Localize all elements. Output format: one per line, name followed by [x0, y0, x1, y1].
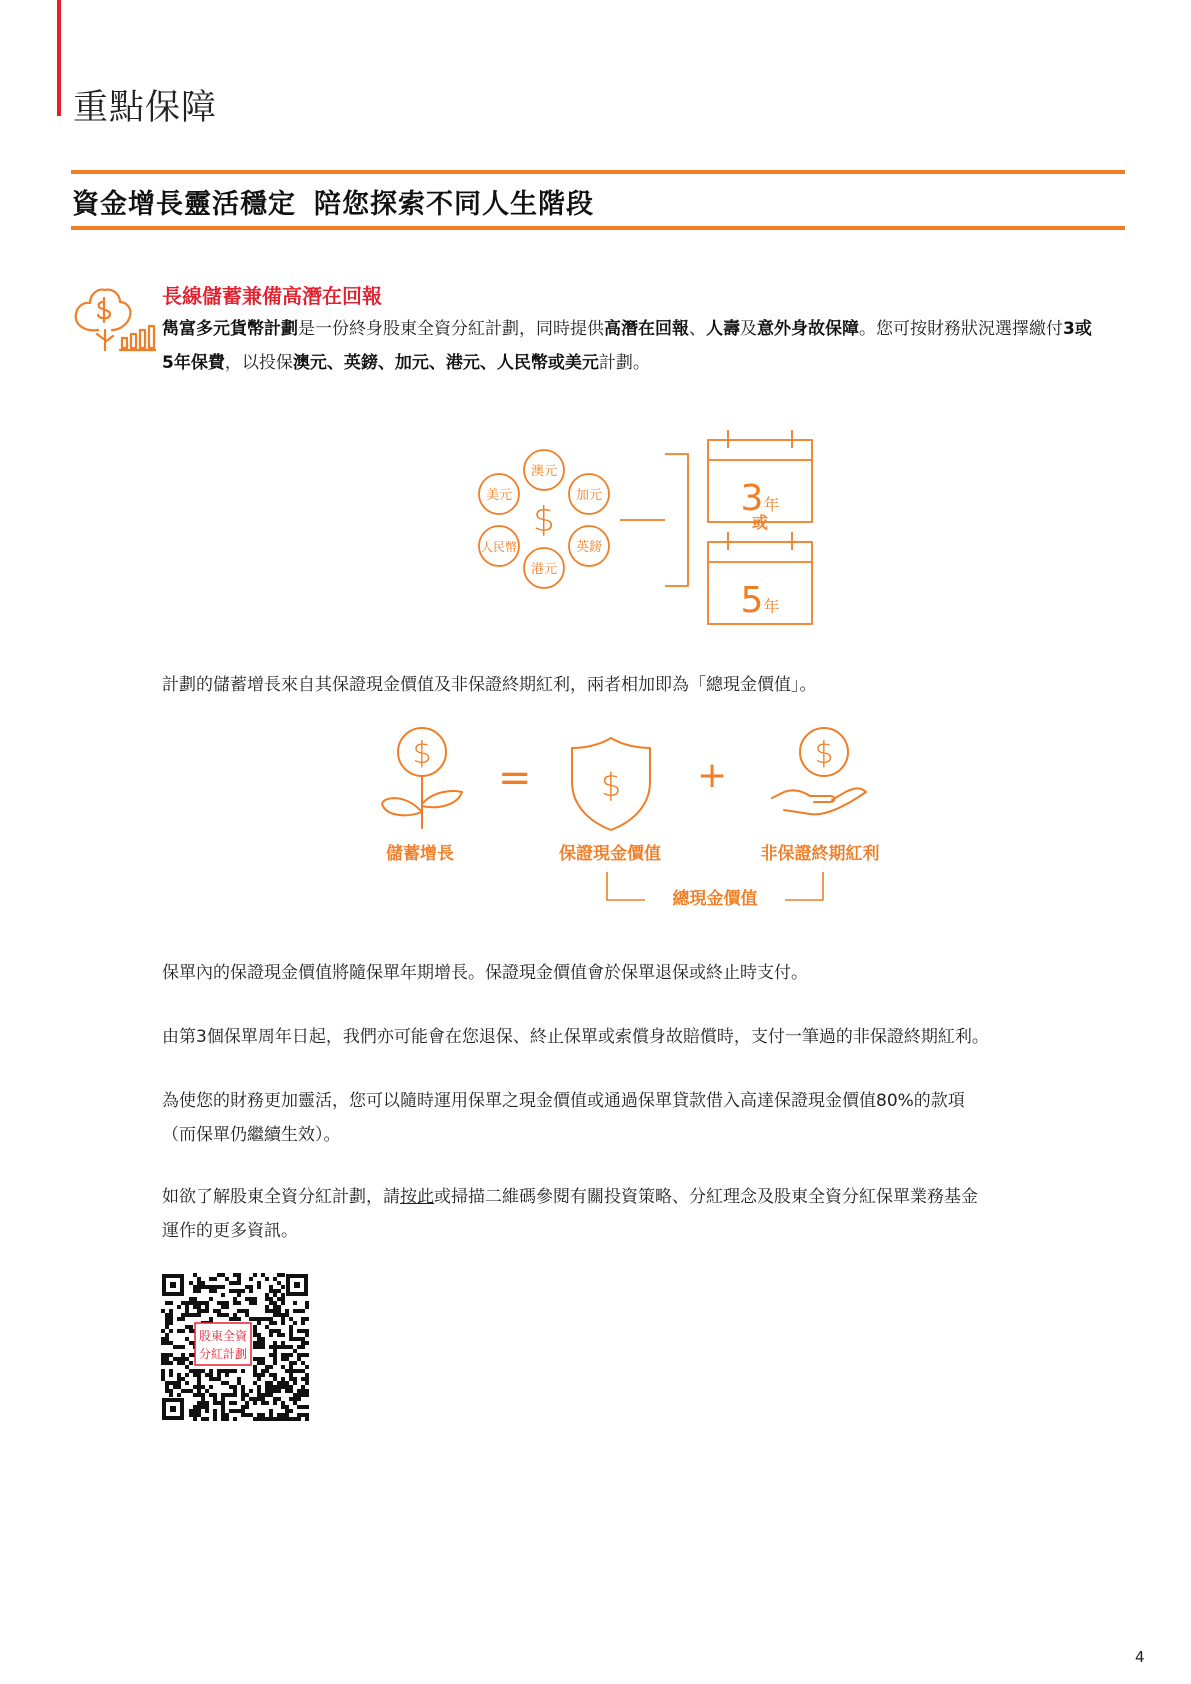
guaranteed-cash-value-label: 保證現金價值 [559, 844, 661, 864]
paragraph-3 [162, 1084, 1122, 1152]
section-heading-part1: 資金增長靈活穩定 [72, 189, 296, 220]
center-dollar-icon: $ [533, 500, 555, 540]
intro-bold-3: 意外身故保障 [757, 319, 859, 339]
intro-text-1: 是一份終身股東全資分紅計劃，同時提供 [298, 319, 604, 339]
click-here-link[interactable]: 按此 [400, 1187, 434, 1207]
plus-sign: + [697, 755, 728, 796]
svg-text:$: $ [814, 736, 834, 771]
page-number: 4 [1135, 1648, 1145, 1666]
highlight-title: 長線儲蓄兼備高潛在回報 [162, 284, 382, 308]
paragraph-4 [162, 1180, 1122, 1248]
svg-text:$: $ [412, 736, 432, 771]
paragraph-2: 由第3個保單周年日起，我們亦可能會在您退保、終止保單或索償身故賠償時，支付一筆過的非保證終期紅利。 [162, 1027, 989, 1047]
intro-text-2: 、 [689, 319, 706, 339]
currency-gbp: 英鎊 [575, 540, 603, 555]
paragraph-3-line-2: （而保單仍繼續生效）。 [162, 1125, 341, 1145]
header-accent-bar [57, 0, 61, 116]
currency-cad: 加元 [575, 488, 603, 503]
savings-growth-label: 儲蓄增長 [386, 844, 454, 864]
section-heading-part2: 陪您探索不同人生階段 [314, 189, 594, 220]
qr-code-icon[interactable] [161, 1273, 309, 1421]
highlight-intro [162, 312, 1102, 380]
intro-text-5: ，以投保 [224, 353, 293, 373]
or-label: 或 [751, 513, 769, 532]
paragraph-4-text-a: 如欲了解股東全資分紅計劃，請 [162, 1187, 400, 1207]
qr-label-line-1: 股東全資 [198, 1329, 248, 1343]
currency-aud: 澳元 [530, 464, 558, 479]
section-rule-bottom [71, 226, 1125, 230]
coin-plant-icon [376, 724, 496, 834]
section-rule-top [71, 170, 1125, 174]
term-5-years: 5年 [740, 580, 780, 621]
intro-text-4: 。您可按財務狀況選擇繳付 [859, 319, 1063, 339]
intro-bold-5: 澳元、英鎊、加元、港元、人民幣或美元 [292, 353, 599, 373]
term-3-years: 3年 [740, 478, 780, 519]
intro-text-6: 計劃。 [598, 353, 650, 373]
section-heading [72, 182, 594, 221]
page-title: 重點保障 [73, 88, 218, 128]
equals-sign: = [498, 755, 532, 801]
plan-name: 雋富多元貨幣計劃 [162, 319, 298, 339]
intro-bold-2: 人壽 [706, 319, 740, 339]
intro-text-3: 及 [740, 319, 757, 339]
paragraph-1: 保單內的保證現金價值將隨保單年期增長。保證現金價值會於保單退保或終止時支付。 [162, 963, 808, 983]
paragraph-4-line-2: 運作的更多資訊。 [162, 1221, 298, 1241]
non-guaranteed-bonus-label: 非保證終期紅利 [760, 844, 880, 864]
qr-label-line-2: 分紅計劃 [198, 1347, 248, 1361]
total-cash-value-label: 總現金價值 [672, 889, 758, 909]
paragraph-4-text-b: 或掃描二維碼參閱有關投資策略、分紅理念及股東全資分紅保單業務基金 [434, 1187, 978, 1207]
growth-paragraph: 計劃的儲蓄增長來自其保證現金價值及非保證終期紅利，兩者相加即為「總現金價值」。 [162, 675, 817, 695]
currency-term-diagram [470, 400, 830, 632]
currency-usd: 美元 [485, 488, 513, 503]
intro-bold-1: 高潛在回報 [604, 319, 689, 339]
currency-rmb: 人民幣 [480, 540, 518, 554]
shield-dollar-icon [566, 734, 656, 834]
money-tree-icon [70, 284, 156, 354]
currency-hkd: 港元 [530, 562, 558, 577]
svg-text:$: $ [600, 766, 622, 804]
paragraph-3-line-1: 為使您的財務更加靈活，您可以隨時運用保單之現金價值或通過保單貸款借入高達保證現金價值80%的款項 [162, 1091, 965, 1111]
intro-bold-4: 3或5年保費 [162, 319, 1092, 373]
hand-coin-icon [770, 724, 870, 824]
